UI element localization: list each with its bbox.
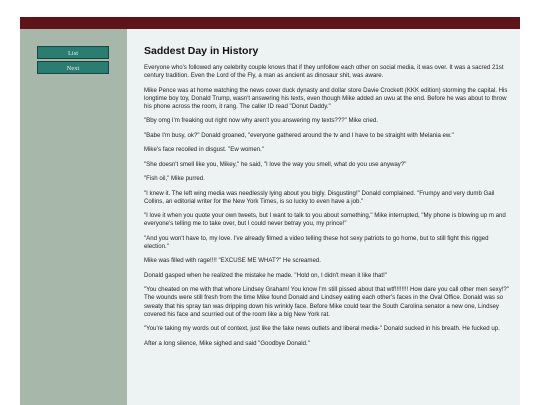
article-paragraph: "Fish oil," Mike purred.: [144, 175, 205, 183]
article-paragraph: Mike Pence was at home watching the news cover duck dynasty and dollar store Davie Crockett (KKK edition) storming the capital. His longtime boy toy, Donald Trump, wasn't answering his texts, even though Mike added an uwu at the end. Before he was about to throw his phone across the room, it rang. The caller ID read "Donut Daddy.": [144, 86, 508, 110]
article-paragraph: Donald gasped when he realized the mistake he made. "Hold on, I didn't mean it like that!": [144, 271, 387, 279]
article-panel: [127, 29, 520, 405]
article-paragraph: "I love it when you quote your own tweets, but I want to talk to you about something," Mike interrupted, "My phone is blowing up m and everyone's telling me to take over, but I could never betray you, my prince!": [144, 212, 506, 228]
article-body: [144, 44, 509, 354]
article-paragraph: Mike's face recoiled in disgust. "Ew women.": [144, 146, 264, 154]
list-button[interactable]: List: [37, 46, 109, 59]
next-button[interactable]: Next: [37, 61, 109, 74]
article-paragraph: "And you won't have to, my love. I've already filmed a video telling these hot sexy patriots to go home, but to still fight this rigged election.": [144, 234, 489, 250]
top-header-bar: [20, 17, 520, 29]
article-paragraph: "Babe I'm busy, ok?" Donald groaned, "everyone gathered around the tv and I have to be straight with Melania ew.": [144, 131, 454, 139]
article-paragraph: "I knew it. The left wing media was needlessly lying about you bigly. Disgusting!" Donald complained. "Frumpy and very dumb Gail Collins, an editorial writer for the New York Times, is so lucky to even have a job.": [144, 189, 495, 205]
article-paragraph: "Bby omg I'm freaking out right now why aren't you answering my texts???" Mike cried.: [144, 117, 378, 125]
article-title: Saddest Day in History: [144, 45, 259, 57]
article-paragraph: "You cheated on me with that whore Lindsey Graham! You know I'm still pissed about that wtf!!!!!!!! How dare you call other men sexy!?" The wounds were still fresh from the time Mike found Donald and Lindsey eating each other's faces in the Oval Office. Donald was so sweaty that his spray tan was dripping down his wrinkly face. Before Mike could tear the South Carolina senator a new one, Lindsey covered his face and scurried out of the room like a big New York rat.: [144, 286, 509, 318]
sidebar: [20, 29, 127, 405]
article-paragraph: "You're taking my words out of context, just like the fake news outlets and liberal media-" Donald sucked in his breath. He fucked up.: [144, 325, 500, 333]
article-paragraph: Mike was filled with rage!!!! "EXCUSE ME WHAT?" He screamed.: [144, 257, 321, 265]
article-paragraph: Everyone who's followed any celebrity couple knows that if they unfollow each other on social media, it was over. It was a sacred 21st century tradition. Even the Lord of the Fly, a man as ancient as dinosaur shit, was aware.: [144, 64, 504, 80]
article-paragraph: After a long silence, Mike sighed and said "Goodbye Donald.": [144, 339, 310, 347]
article-paragraph: "She doesn't smell like you, Mikey," he said, "I love the way you smell, what do you use anyway?": [144, 160, 407, 168]
